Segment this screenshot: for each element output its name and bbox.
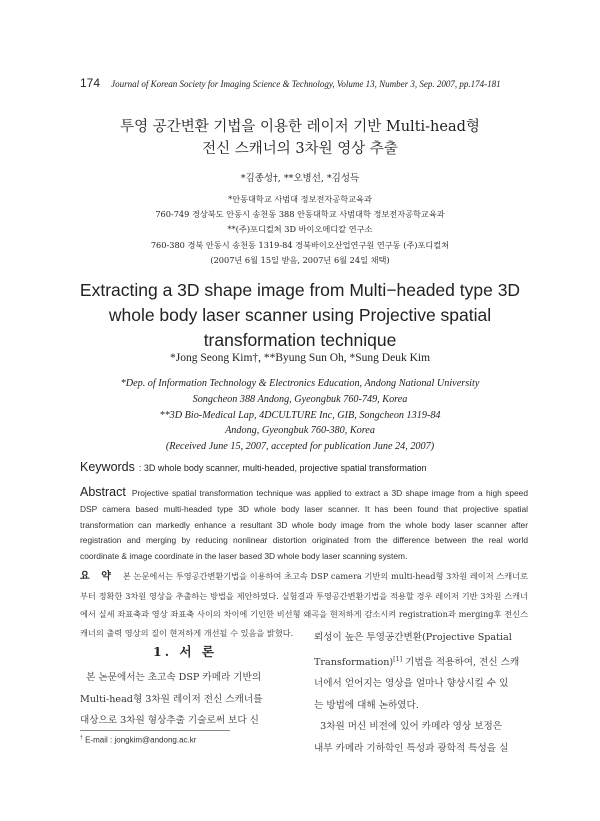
abstract <box>80 485 528 565</box>
body-left-column <box>80 667 292 732</box>
english-affiliation-line: Andong, Gyeongbuk 760-380, Korea <box>225 425 375 437</box>
korean-title <box>60 116 540 160</box>
received-dates-korean: (2007년 6월 15일 받음, 2007년 6월 24일 채택) <box>210 254 390 265</box>
korean-affiliation-line: *안동대학교 사범대 정보전자공학교육과 <box>228 194 372 204</box>
body-line: Multi-head형 3차원 레이저 전신 스캐너를 <box>80 693 263 705</box>
english-title <box>60 278 540 353</box>
body-line: 뢰성이 높은 투영공간변환(Projective Spatial <box>314 632 512 643</box>
abstract-text: Projective spatial transformation technique was applied to extract a 3D shape image from a high speed DSP camera based multi-headed type 3D whole body laser scanner. It has been found that projective spatial transformation can markedly enhance a resultant 3D whole body image from the whole body laser scanner after registration and merging by reducing nonlinear distortion originated from the difference between the real world coordinate & image coordinate in the laser based 3D whole body laser scanning system. <box>80 488 528 562</box>
korean-affiliation-line: 760-749 경상북도 안동시 송천동 388 안동대학교 사범대학 정보전자공학교육과 <box>155 209 445 220</box>
body-right-column <box>314 627 528 759</box>
journal-citation: Journal of Korean Society for Imaging Science & Technology, Volume 13, Number 3, Sep. 2007, pp.174-181 <box>111 79 501 89</box>
section-heading: 1. 서 론 <box>153 644 217 659</box>
keywords-label: Keywords <box>80 460 135 474</box>
body-line: 대상으로 3차원 형상추출 기술로써 보다 신 <box>80 715 259 726</box>
korean-authors: *김종성†, **오병선, *김성득 <box>240 173 360 184</box>
korean-title-line: 전신 스캐너의 3차원 영상 추출 <box>202 141 398 157</box>
korean-title-line: 투영 공간변환 기법을 이용한 레이저 기반 Multi-head형 <box>120 119 480 135</box>
keywords <box>80 460 530 474</box>
english-authors: *Jong Seong Kim†, **Byung Sun Oh, *Sung Deuk Kim <box>169 352 431 364</box>
body-line: 너에서 얻어지는 영상을 얼마나 향상시킬 수 있 <box>314 678 509 690</box>
footnote-divider <box>80 730 230 731</box>
citation-ref: [1] <box>393 655 403 663</box>
english-title-line: Extracting a 3D shape image from Multi−headed type 3D <box>79 280 521 300</box>
dagger-mark: † <box>80 735 83 741</box>
english-title-line: whole body laser scanner using Projective spatial <box>108 305 492 325</box>
english-affiliation-line: **3D Bio-Medical Lap, 4DCULTURE Inc, GIB, Songcheon 1319-84 <box>159 409 441 421</box>
body-line: 3차원 머신 비전에 있어 카메라 영상 보정은 <box>314 721 503 733</box>
korean-abstract-label: 요 약 <box>80 571 115 582</box>
english-affiliation-line: Songcheon 388 Andong, Gyeongbuk 760-749, Korea <box>192 393 408 405</box>
english-title-line: transformation technique <box>203 330 397 350</box>
body-line: 내부 카메라 기하학인 특성과 광학적 특성을 실 <box>314 742 509 754</box>
korean-affiliation-line: 760-380 경북 안동시 송천동 1319-84 경북바이오산업연구원 연구동 (주)포디컬쳐 <box>150 239 450 250</box>
body-line: 본 논문에서는 초고속 DSP 카메라 기반의 <box>86 672 262 683</box>
running-header <box>80 72 540 91</box>
korean-affiliations <box>60 192 540 268</box>
received-dates-english: (Received June 15, 2007, accepted for publication June 24, 2007) <box>165 441 435 453</box>
page-number: 174 <box>80 76 101 90</box>
keywords-text: : 3D whole body scanner, multi-headed, projective spatial transformation <box>138 463 427 473</box>
english-affiliations <box>60 376 540 455</box>
abstract-label: Abstract <box>80 485 126 499</box>
korean-abstract-text: 본 논문에서는 투영공간변환기법을 이용하여 초고속 DSP camera 기반의 multi-head형 3차원 레이저 스캐너로부터 정확한 3차원 영상을 추출하는 방법을 제안하였다. 실험결과 투영공간변환기법을 적용할 경우 레이저 기반 3차원 스캐너에서 실세 좌표축과 영상 좌표축 사이의 차이에 기인한 비선형 왜곡을 현저하게 감소시켜 registration과 merging후 전신스캐너의 출력 영상의 질이 현저하게 개선될 수 있음을 밝혔다. <box>80 571 528 638</box>
body-line: Transformation)[1] 기법을 적용하여, 전신 스캐 <box>314 655 520 668</box>
body-line: 는 방법에 대해 논하였다. <box>314 699 419 711</box>
english-affiliation-line: *Dep. of Information Technology & Electronics Education, Andong National University <box>120 378 480 389</box>
korean-affiliation-line: **(주)포디컬쳐 3D 바이오메디칼 연구소 <box>227 224 373 235</box>
footnote-email: E-mail : jongkim@andong.ac.kr <box>85 735 197 745</box>
footnote <box>80 735 196 745</box>
